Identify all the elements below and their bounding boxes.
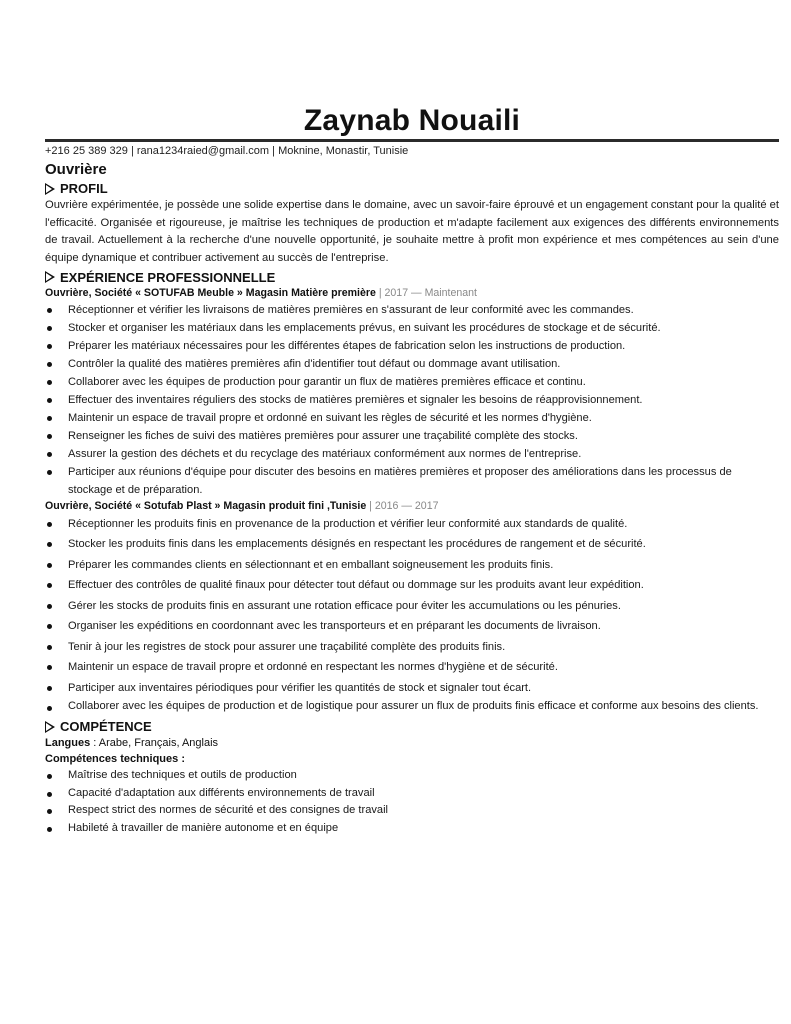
list-item: Participer aux inventaires périodiques pour vérifier les quantités de stock et signaler tout écart. [45, 678, 779, 699]
job-heading [45, 286, 779, 301]
list-item: Préparer les commandes clients en sélectionnant et en emballant soigneusement les produits finis. [45, 555, 779, 576]
triangle-icon [45, 183, 55, 195]
technical-skills-list [45, 767, 779, 837]
skills-title-label: COMPÉTENCE [60, 719, 152, 735]
list-item: Effectuer des contrôles de qualité finaux pour détecter tout défaut ou dommage sur les produits avant leur expédition. [45, 575, 779, 596]
job-date: | 2017 — Maintenant [378, 286, 477, 299]
contact-line: +216 25 389 329 | rana1234raied@gmail.com | Moknine, Monastir, Tunisie [45, 145, 409, 157]
skills-section-title [45, 718, 779, 735]
list-item: Maintenir un espace de travail propre et ordonné en respectant les normes d'hygiène et de sécurité. [45, 657, 779, 678]
experience-title-label: EXPÉRIENCE PROFESSIONNELLE [60, 269, 276, 285]
job-heading [45, 499, 779, 514]
list-item: Réceptionner les produits finis en provenance de la production et vérifier leur conformité aux standards de qualité. [45, 514, 779, 535]
technical-skills-label: Compétences techniques : [45, 753, 185, 766]
job-task-list [45, 301, 779, 499]
list-item: Habileté à travailler de manière autonome et en équipe [45, 820, 779, 838]
list-item: Maintenir un espace de travail propre et ordonné en suivant les règles de sécurité et les normes d'hygiène. [45, 409, 779, 427]
profile-summary: Ouvrière expérimentée, je possède une solide expertise dans le domaine, avec un savoir-faire éprouvé et un engagement constant pour la qualité et l'efficacité. Organisée et rigoureuse, je maîtrise les techniques de production et m'adapte facilement aux exigences des différents environnements de travail. Actuellement à la recherche d'une nouvelle opportunité, je souhaite mettre à profit mon expérience et mes compétences au sein d'une équipe dynamique et contribuer activement au succès de l'entreprise. [45, 199, 779, 265]
list-item: Collaborer avec les équipes de production et de logistique pour assurer un flux de produits finis efficace et conforme aux besoins des clients. [45, 698, 779, 715]
list-item: Participer aux réunions d'équipe pour discuter des besoins en matières premières et proposer des améliorations dans les processus de stockage et de préparation. [45, 463, 779, 499]
job-title: Ouvrière, Société « Sotufab Plast » Magasin produit fini ,Tunisie [45, 499, 367, 512]
candidate-name: Zaynab Nouaili [303, 104, 521, 137]
list-item: Gérer les stocks de produits finis en assurant une rotation efficace pour éviter les accumulations ou les pénuries. [45, 596, 779, 617]
languages-value: : Arabe, Français, Anglais [90, 737, 219, 750]
list-item: Préparer les matériaux nécessaires pour les différentes étapes de fabrication selon les instructions de production. [45, 337, 779, 355]
list-item: Assurer la gestion des déchets et du recyclage des matériaux conformément aux normes de l'entreprise. [45, 445, 779, 463]
list-item: Effectuer des inventaires réguliers des stocks de matières premières et signaler les besoins de réapprovisionnement. [45, 391, 779, 409]
profile-section-title [45, 180, 779, 197]
languages-label: Langues [45, 737, 91, 750]
list-item: Collaborer avec les équipes de production pour garantir un flux de matières premières efficace et continu. [45, 373, 779, 391]
header-divider [45, 139, 779, 142]
job-title: Ouvrière, Société « SOTUFAB Meuble » Magasin Matière première [45, 286, 376, 299]
experience-section-title [45, 269, 779, 286]
triangle-icon [45, 721, 55, 733]
list-item: Contrôler la qualité des matières premières afin d'identifier tout défaut ou dommage avant utilisation. [45, 355, 779, 373]
list-item: Stocker et organiser les matériaux dans les emplacements prévus, en suivant les procédures de stockage et de sécurité. [45, 319, 779, 337]
resume-page [45, 104, 779, 837]
list-item: Stocker les produits finis dans les emplacements désignés en respectant les procédures de rangement et de sécurité. [45, 534, 779, 555]
job-date: | 2016 — 2017 [369, 499, 439, 512]
languages-line [45, 735, 779, 751]
list-item: Respect strict des normes de sécurité et des consignes de travail [45, 802, 779, 820]
list-item: Renseigner les fiches de suivi des matières premières pour assurer une traçabilité complète des stocks. [45, 427, 779, 445]
profile-title-label: PROFIL [60, 181, 108, 196]
list-item: Maîtrise des techniques et outils de production [45, 767, 779, 785]
list-item: Réceptionner et vérifier les livraisons de matières premières en s'assurant de leur conformité avec les commandes. [45, 301, 779, 319]
list-item: Capacité d'adaptation aux différents environnements de travail [45, 785, 779, 803]
list-item: Organiser les expéditions en coordonnant avec les transporteurs et en préparant les documents de livraison. [45, 616, 779, 637]
job-role-title: Ouvrière [45, 161, 107, 178]
list-item: Tenir à jour les registres de stock pour assurer une traçabilité complète des produits finis. [45, 637, 779, 658]
triangle-icon [45, 271, 55, 283]
job-task-list [45, 514, 779, 716]
